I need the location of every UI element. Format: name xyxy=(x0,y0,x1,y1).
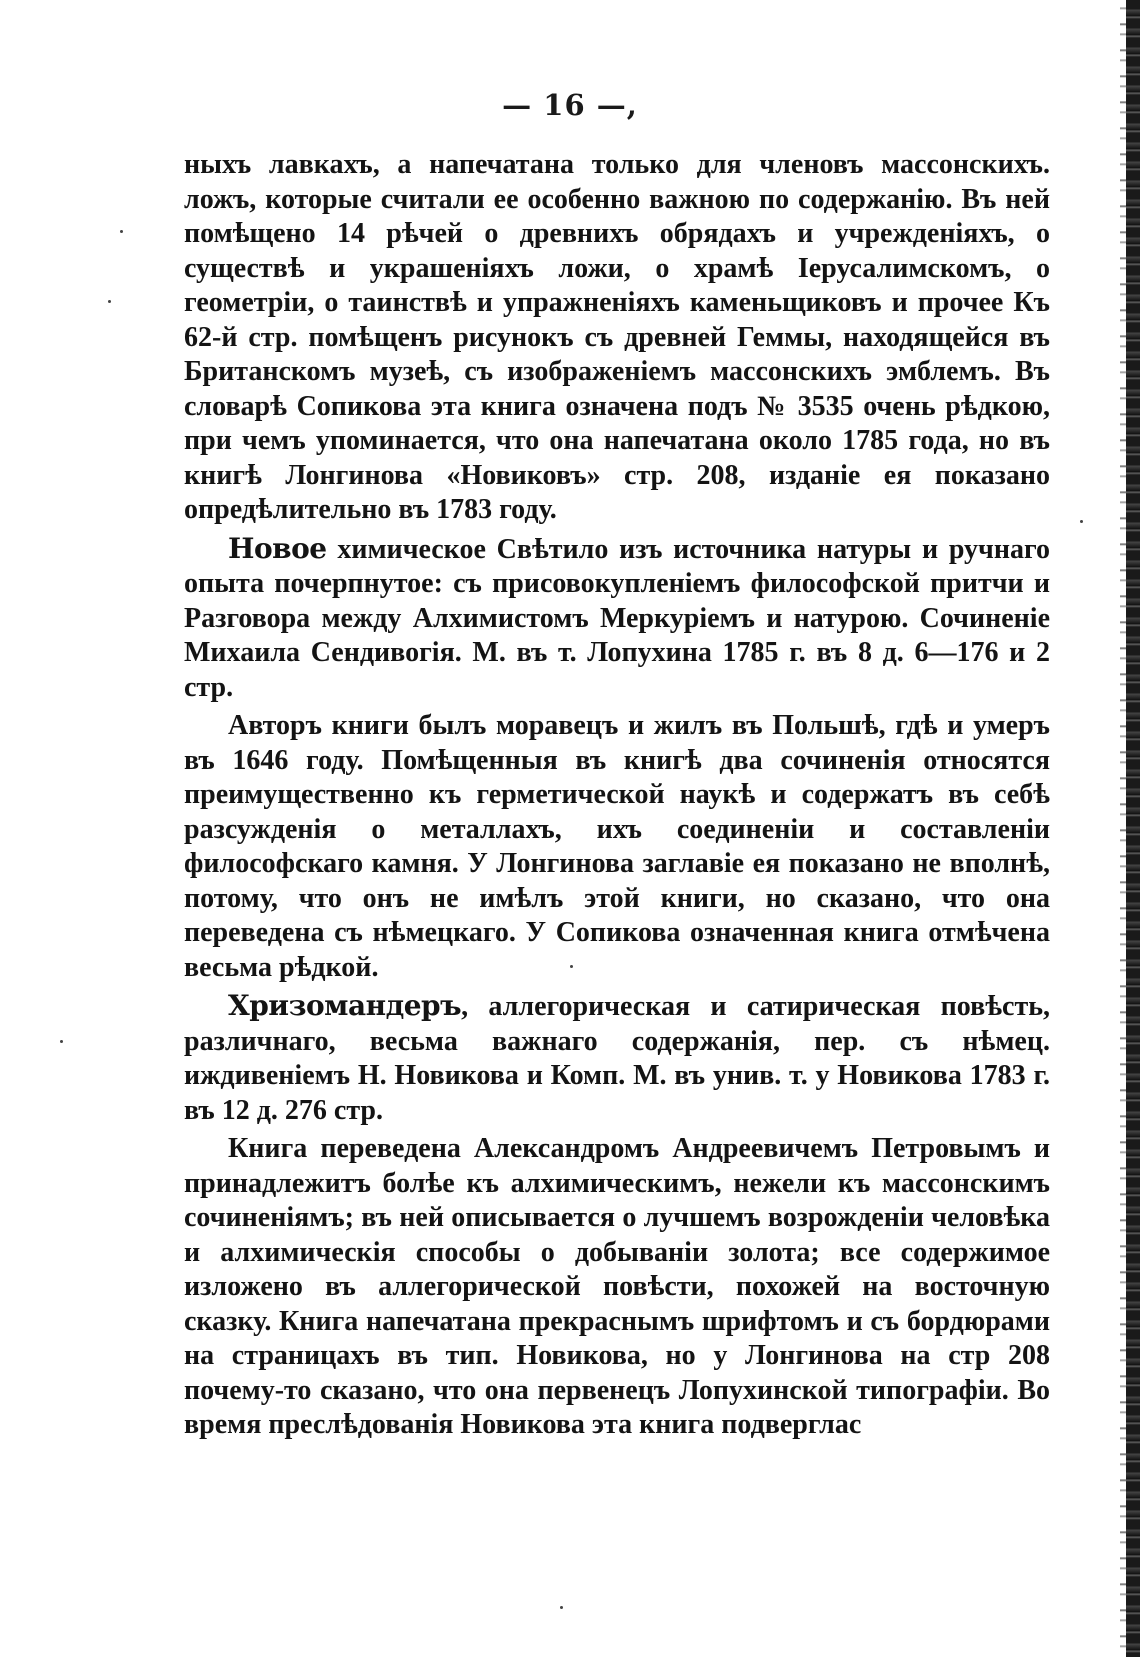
paragraph-2 xyxy=(184,532,1050,706)
paragraph-3-text: Авторъ книги былъ моравецъ и жилъ въ Польшѣ, гдѣ и умеръ въ 1646 году. Помѣщенныя въ книгѣ два сочиненія относятся преимущественно къ герметической наукѣ и содержатъ въ себѣ разсужденія о металлахъ, ихъ соединеніи и составленіи философскаго камня. У Лонгинова заглавіе ея показано не вполнѣ, потому, что онъ не имѣлъ этой книги, но сказано, что она переведена съ нѣмецкаго. У Сопикова означенная книга отмѣчена весьма рѣдкой. xyxy=(184,710,1050,983)
paragraph-1-text: ныхъ лавкахъ, а напечатана только для членовъ массонскихъ. ложъ, которые считали ее особенно важною по содержанію. Въ ней помѣщено 14 рѣчей о древнихъ обрядахъ и учрежденіяхъ, о существѣ и украшеніяхъ ложи, о храмѣ Іерусалимскомъ, о геометріи, о таинствѣ и упражненіяхъ каменьщиковъ и прочее Къ 62-й стр. помѣщенъ рисунокъ съ древней Геммы, находящейся въ Британскомъ музеѣ, съ изображеніемъ массонскихъ эмблемъ. Въ словарѣ Сопикова эта книга означена подъ № 3535 очень рѣдкою, при чемъ упоминается, что она напечатана около 1785 года, но въ книгѣ Лонгинова «Новиковъ» стр. 208, изданіе ея показано опредѣлительно въ 1783 году. xyxy=(184,149,1050,525)
paragraph-5-text: Книга переведена Александромъ Андреевичемъ Петровымъ и принадлежитъ болѣе къ алхимическимъ, нежели къ массонскимъ сочиненіямъ; въ ней описывается о лучшемъ возрожденіи человѣка и алхимическія способы о добываніи золота; все содержимое изложено въ аллегорической повѣсти, похожей на восточную сказку. Книга напечатана прекраснымъ шрифтомъ и съ бордюрами на страницахъ въ тип. Новикова, но у Лонгинова на стр 208 почему-то сказано, что она первенецъ Лопухинской типографіи. Во время преслѣдованія Новикова эта книга подверглас xyxy=(184,1133,1050,1440)
scan-speck xyxy=(570,965,573,968)
page-number: — 16 —, xyxy=(502,88,638,122)
scan-speck xyxy=(1080,520,1083,523)
body-text xyxy=(184,148,1050,1447)
scan-speck xyxy=(560,1606,563,1609)
scan-speck xyxy=(120,230,123,233)
paragraph-5 xyxy=(184,1132,1050,1443)
paragraph-4-lead: Хризомандеръ xyxy=(228,989,462,1022)
paragraph-2-lead: Новое xyxy=(228,531,327,565)
paragraph-4-text: , аллегорическая и сатирическая повѣсть, различнаго, весьма важнаго содержанія, пер. съ нѣмец. иждивеніемъ Н. Новикова и Комп. М. въ унив. т. у Новикова 1783 г. въ 12 д. 276 стр. xyxy=(184,991,1050,1126)
page-edge-border xyxy=(1126,0,1140,1657)
paragraph-2-text: химическое Свѣтило изъ источника натуры и ручнаго опыта почерпнутое: съ присовокупленіемъ философской притчи и Разговора между Алхимистомъ Меркуріемъ и натурою. Сочиненіе Михаила Сендивогія. М. въ т. Лопухина 1785 г. въ 8 д. 6—176 и 2 стр. xyxy=(184,533,1050,703)
paragraph-1 xyxy=(184,148,1050,528)
scan-speck xyxy=(60,1040,63,1043)
scan-speck xyxy=(108,300,111,303)
paragraph-4 xyxy=(184,989,1050,1128)
paragraph-3 xyxy=(184,709,1050,985)
